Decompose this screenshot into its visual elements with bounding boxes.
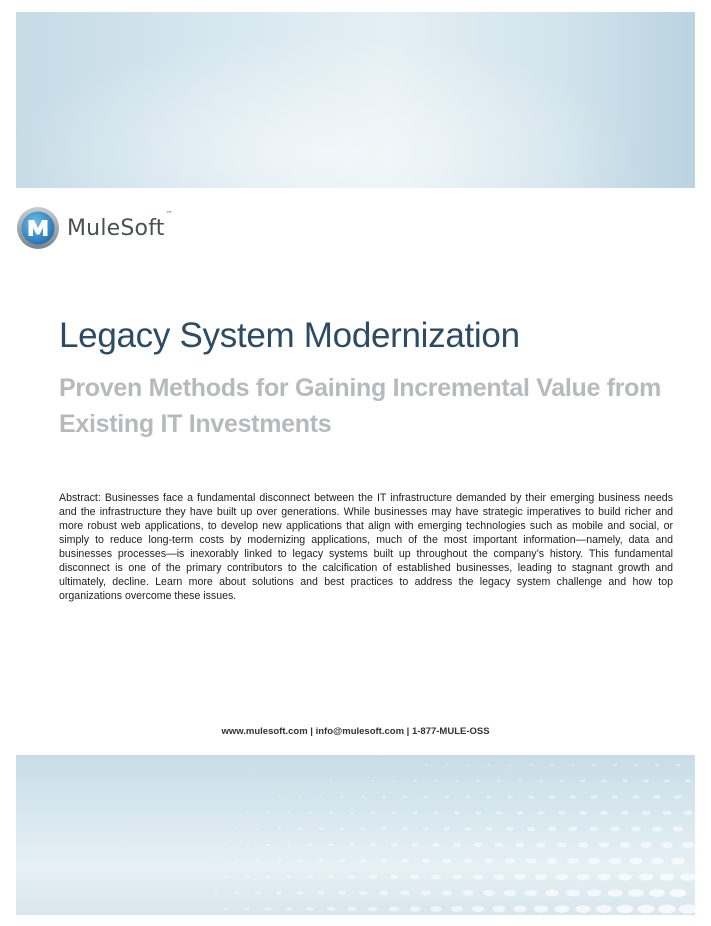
decorative-dot: [670, 889, 687, 897]
decorative-dot: [516, 811, 523, 815]
decorative-dot: [350, 812, 355, 814]
decorative-dot: [224, 844, 228, 846]
decorative-dot: [617, 905, 634, 913]
decorative-dot: [401, 859, 409, 863]
decorative-dot: [643, 779, 649, 782]
decorative-dot: [508, 764, 512, 766]
decorative-dot: [475, 811, 482, 814]
decorative-dot: [535, 874, 547, 880]
decorative-dot: [389, 906, 399, 911]
decorative-dot: [307, 875, 314, 878]
decorative-dot: [537, 811, 544, 815]
decorative-dot: [671, 858, 685, 865]
decorative-dot: [465, 796, 470, 799]
decorative-dot: [298, 796, 301, 798]
decorative-dot: [534, 905, 548, 912]
decorative-dot: [642, 811, 651, 815]
decorative-dot: [432, 843, 440, 847]
decorative-dot: [433, 812, 439, 815]
decorative-dot: [318, 859, 324, 862]
decorative-dot: [277, 828, 281, 830]
decorative-dot: [682, 842, 695, 848]
decorative-dot: [579, 811, 587, 815]
decorative-dot: [338, 891, 346, 895]
decorative-dot: [443, 827, 450, 831]
decorative-dot: [664, 779, 670, 782]
decorative-dot: [413, 780, 417, 782]
decorative-dot: [483, 890, 495, 896]
decorative-dot: [298, 828, 303, 830]
decorative-dot: [308, 812, 312, 814]
decorative-dot: [556, 874, 569, 880]
decorative-dot: [328, 844, 334, 847]
decorative-dot: [640, 842, 652, 848]
decorative-dot: [592, 764, 596, 766]
decorative-dot: [424, 764, 427, 766]
decorative-dot: [245, 844, 249, 846]
decorative-dot: [611, 795, 618, 799]
bottom-decorative-banner: [16, 755, 695, 915]
decorative-dot: [410, 875, 419, 880]
decorative-dot: [349, 843, 355, 846]
decorative-dot: [599, 842, 610, 847]
decorative-dot: [410, 906, 421, 911]
decorative-dot: [319, 796, 323, 798]
decorative-dot: [628, 889, 644, 897]
decorative-dot: [597, 874, 611, 881]
decorative-dot: [495, 843, 504, 847]
decorative-dot: [527, 827, 535, 831]
decorative-dot: [339, 859, 346, 862]
mulesoft-logo: [16, 205, 173, 251]
decorative-dot: [400, 891, 410, 896]
decorative-dot: [370, 843, 377, 846]
decorative-dot: [277, 796, 280, 798]
decorative-dot: [528, 795, 534, 798]
decorative-dot: [601, 780, 607, 783]
decorative-dot: [649, 889, 665, 897]
decorative-dot: [453, 843, 461, 847]
decorative-dot: [296, 891, 303, 895]
decorative-dot: [631, 826, 641, 831]
trademark-symbol: ™: [165, 209, 173, 218]
decorative-dot: [422, 859, 430, 863]
decorative-dot: [610, 827, 620, 832]
decorative-dot: [518, 780, 523, 782]
decorative-dot: [515, 843, 524, 848]
decorative-dot: [493, 874, 504, 880]
decorative-dot: [382, 796, 386, 798]
decorative-dot: [443, 859, 452, 863]
decorative-dot: [347, 907, 356, 912]
decorative-dot: [266, 844, 271, 846]
decorative-dot: [244, 907, 250, 910]
decorative-dot: [319, 828, 324, 830]
decorative-dot: [679, 904, 695, 913]
decorative-dot: [451, 906, 463, 912]
decorative-dot: [214, 892, 219, 894]
decorative-dot: [317, 891, 325, 895]
decorative-dot: [348, 875, 356, 879]
decorative-dot: [506, 827, 514, 831]
decorative-dot: [588, 858, 600, 864]
decorative-dot: [486, 796, 492, 799]
decorative-dot: [452, 874, 462, 879]
decorative-dot: [591, 795, 598, 798]
decorative-dot: [658, 905, 676, 914]
decorative-dot: [297, 860, 303, 863]
decorative-dot: [549, 795, 555, 798]
decorative-dot: [609, 858, 622, 864]
decorative-dot: [327, 875, 334, 879]
brand-name: MuleSoft™: [67, 209, 173, 241]
decorative-dot: [412, 812, 418, 815]
decorative-dot: [214, 860, 218, 862]
decorative-dot: [434, 780, 438, 782]
decorative-dot: [462, 890, 473, 896]
decorative-dot: [371, 812, 376, 815]
dot-pattern: [16, 755, 695, 915]
decorative-dot: [661, 842, 673, 848]
decorative-dot: [554, 905, 569, 913]
decorative-dot: [536, 843, 546, 848]
decorative-dot: [538, 780, 543, 783]
decorative-dot: [485, 827, 493, 831]
decorative-dot: [454, 811, 460, 814]
decorative-dot: [566, 889, 580, 896]
decorative-dot: [244, 876, 249, 879]
decorative-dot: [570, 795, 577, 798]
decorative-dot: [550, 764, 554, 766]
decorative-dot: [360, 828, 366, 831]
decorative-dot: [455, 780, 459, 782]
decorative-dot: [673, 826, 684, 831]
decorative-dot: [466, 764, 469, 766]
decorative-dot: [514, 874, 526, 880]
decorative-dot: [369, 875, 377, 879]
decorative-dot: [613, 764, 617, 766]
decorative-dot: [484, 859, 494, 864]
decorative-dot: [359, 859, 366, 863]
decorative-dot: [571, 764, 575, 766]
decorative-dot: [245, 812, 248, 814]
top-decorative-banner: [16, 12, 695, 188]
decorative-dot: [630, 858, 643, 864]
decorative-dot: [567, 858, 579, 864]
decorative-dot: [650, 858, 663, 865]
decorative-dot: [513, 906, 527, 913]
decorative-dot: [380, 859, 388, 863]
decorative-dot: [223, 908, 229, 911]
decorative-dot: [492, 906, 505, 913]
abstract-paragraph: Abstract: Businesses face a fundamental disconnect between the IT infrastructure demanded by their emerging business needs and the infrastructure they have built up over generations. While businesses may have strategic imperatives to build richer and more robust web applications, to develop new applications that align with emerging technologies such as mobile and social, or simply to reduce long-term costs by modernizing applications, much of the most important information—namely, data and businesses processes—is inexorably linked to legacy systems built up throughout the company’s history. This fundamental disconnect is one of the primary contributors to the calcification of established businesses, leading to stagnant growth and ultimately, decline. Learn more about solutions and best practices to address the legacy system challenge and how top organizations overcome these issues.: [59, 492, 673, 602]
decorative-dot: [634, 764, 639, 766]
decorative-dot: [235, 828, 239, 830]
decorative-dot: [589, 827, 598, 832]
decorative-dot: [576, 874, 589, 881]
decorative-dot: [392, 780, 396, 782]
decorative-dot: [391, 843, 398, 846]
decorative-dot: [546, 858, 557, 864]
decorative-dot: [676, 764, 681, 766]
decorative-dot: [403, 796, 408, 798]
decorative-dot: [659, 873, 674, 881]
decorative-dot: [632, 795, 639, 799]
decorative-dot: [402, 827, 408, 830]
decorative-dot: [504, 890, 516, 896]
decorative-dot: [442, 890, 453, 895]
decorative-dot: [474, 843, 483, 847]
decorative-dot: [445, 764, 448, 766]
decorative-dot: [575, 905, 591, 913]
decorative-dot: [557, 842, 567, 847]
document-title: Legacy System Modernization: [59, 316, 520, 355]
decorative-dot: [430, 906, 442, 912]
decorative-dot: [339, 828, 344, 831]
decorative-dot: [265, 876, 271, 879]
decorative-dot: [529, 764, 533, 766]
decorative-dot: [487, 764, 491, 766]
decorative-dot: [285, 907, 292, 911]
decorative-dot: [476, 780, 480, 782]
decorative-dot: [340, 796, 344, 798]
decorative-dot: [287, 844, 292, 847]
decorative-dot: [306, 907, 314, 911]
decorative-dot: [464, 827, 471, 831]
decorative-dot: [381, 828, 387, 831]
decorative-dot: [680, 873, 695, 881]
decorative-dot: [391, 812, 396, 815]
decorative-dot: [674, 795, 682, 799]
decorative-dot: [286, 875, 292, 878]
decorative-dot: [361, 796, 365, 798]
decorative-dot: [307, 844, 312, 847]
decorative-dot: [276, 860, 281, 863]
decorative-dot: [256, 860, 261, 862]
decorative-dot: [639, 873, 654, 880]
decorative-dot: [526, 858, 537, 863]
decorative-dot: [255, 892, 261, 895]
decorative-dot: [359, 891, 368, 895]
decorative-dot: [587, 889, 602, 896]
decorative-dot: [266, 812, 269, 814]
decorative-dot: [637, 905, 654, 914]
decorative-dot: [350, 780, 353, 782]
decorative-dot: [559, 780, 564, 783]
decorative-dot: [256, 828, 260, 830]
document-subtitle: Proven Methods for Gaining Incremental Value from Existing IT Investments: [59, 374, 662, 438]
decorative-dot: [600, 811, 608, 815]
decorative-dot: [424, 796, 429, 798]
decorative-dot: [330, 780, 333, 782]
decorative-dot: [287, 812, 291, 814]
decorative-dot: [505, 858, 515, 863]
decorative-dot: [379, 891, 388, 896]
decorative-dot: [545, 890, 559, 897]
decorative-dot: [431, 875, 441, 880]
decorative-dot: [652, 826, 663, 831]
mulesoft-logo-icon: [16, 206, 60, 250]
decorative-dot: [423, 827, 430, 830]
decorative-dot: [662, 811, 671, 816]
decorative-dot: [568, 827, 577, 832]
decorative-dot: [234, 892, 239, 895]
decorative-dot: [329, 812, 333, 814]
contact-line: www.mulesoft.com | info@mulesoft.com | 1-877-MULE-OSS: [221, 726, 490, 737]
decorative-dot: [558, 811, 566, 815]
decorative-dot: [685, 779, 692, 782]
decorative-dot: [411, 843, 418, 847]
decorative-dot: [473, 874, 484, 879]
decorative-dot: [214, 828, 217, 830]
decorative-dot: [497, 780, 502, 782]
decorative-dot: [472, 906, 485, 912]
decorative-dot: [444, 796, 449, 799]
decorative-dot: [276, 891, 283, 894]
decorative-dot: [655, 764, 660, 766]
decorative-dot: [265, 907, 272, 910]
decorative-dot: [653, 795, 661, 799]
decorative-dot: [224, 876, 229, 878]
decorative-dot: [368, 907, 378, 912]
decorative-dot: [622, 780, 628, 783]
decorative-dot: [463, 859, 472, 864]
decorative-dot: [496, 811, 503, 814]
decorative-dot: [621, 811, 630, 815]
decorative-dot: [524, 890, 537, 897]
decorative-dot: [548, 827, 557, 831]
decorative-dot: [619, 842, 630, 848]
decorative-dot: [607, 889, 622, 897]
decorative-dot: [580, 780, 585, 783]
decorative-dot: [578, 842, 589, 847]
decorative-dot: [507, 796, 513, 799]
decorative-dot: [618, 873, 632, 880]
decorative-dot: [235, 860, 239, 862]
decorative-dot: [327, 907, 336, 911]
decorative-dot: [683, 811, 693, 816]
decorative-dot: [421, 890, 431, 895]
decorative-dot: [390, 875, 399, 879]
decorative-dot: [371, 780, 374, 782]
decorative-dot: [596, 905, 612, 913]
